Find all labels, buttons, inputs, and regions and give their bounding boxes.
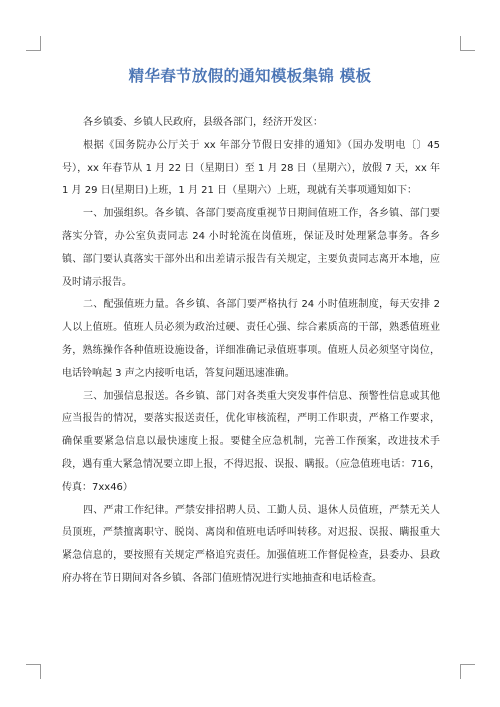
crop-mark-top-left	[26, 36, 41, 51]
paragraph-intro: 根据《国务院办公厅关于 xx 年部分节假日安排的通知》（国办发明电〔〕45 号），xx 年春节从 1 月 22 日（星期日）至 1 月 28 日（星期六），放假 7 天，xx 年 1 月 29 日(星期日)上班，1 月 21 日（星期六）上班，现就有关事项通知如下：	[62, 139, 440, 197]
crop-mark-bottom-right	[460, 664, 475, 679]
paragraph-staffing: 二、配强值班力量。各乡镇、各部门要严格执行 24 小时值班制度，每天安排 2 人以上值班。值班人员必须为政治过硬、责任心强、综合素质高的干部，熟悉值班业务，熟练操作各种值班设施设备，详细准确记录值班事项。值班人员必须坚守岗位，电话铃响起 3 声之内接听电话，答复问题迅速准确。	[62, 299, 440, 379]
paragraph-reporting: 三、加强信息报送。各乡镇、部门对各类重大突发事件信息、预警性信息或其他应当报告的情况，要落实报送责任，优化审核流程，严明工作职责，严格工作要求，确保重要紧急信息以最快速度上报。要健全应急机制，完善工作预案，改进技术手段，遇有重大紧急情况要立即上报，不得迟报、误报、瞒报。（应急值班电话：716，传真：7xx46）	[62, 390, 440, 493]
document-body	[62, 112, 440, 591]
paragraph-organization: 一、加强组织。各乡镇、各部门要高度重视节日期间值班工作，各乡镇、部门要落实分管，办公室负责同志 24 小时轮流在岗值班，保证及时处理紧急事务。各乡镇、部门要认真落实干部外出和出差请示报告有关规定，主要负责同志离开本地，应及时请示报告。	[62, 208, 440, 288]
paragraph-discipline: 四、严肃工作纪律。严禁安排招聘人员、工勤人员、退休人员值班，严禁无关人员顶班，严禁擅离职守、脱岗、离岗和值班电话呼叫转移。对迟报、误报、瞒报重大紧急信息的，要按照有关规定严格追究责任。加强值班工作督促检查，县委办、县政府办将在节日期间对各乡镇、各部门值班情况进行实地抽查和电话检查。	[62, 504, 440, 584]
crop-mark-bottom-left	[26, 664, 41, 679]
document-title: 精华春节放假的通知模板集锦 模板	[128, 67, 372, 85]
addressee-line: 各乡镇委、乡镇人民政府，县级各部门，经济开发区：	[83, 117, 323, 128]
crop-mark-top-right	[460, 36, 475, 51]
